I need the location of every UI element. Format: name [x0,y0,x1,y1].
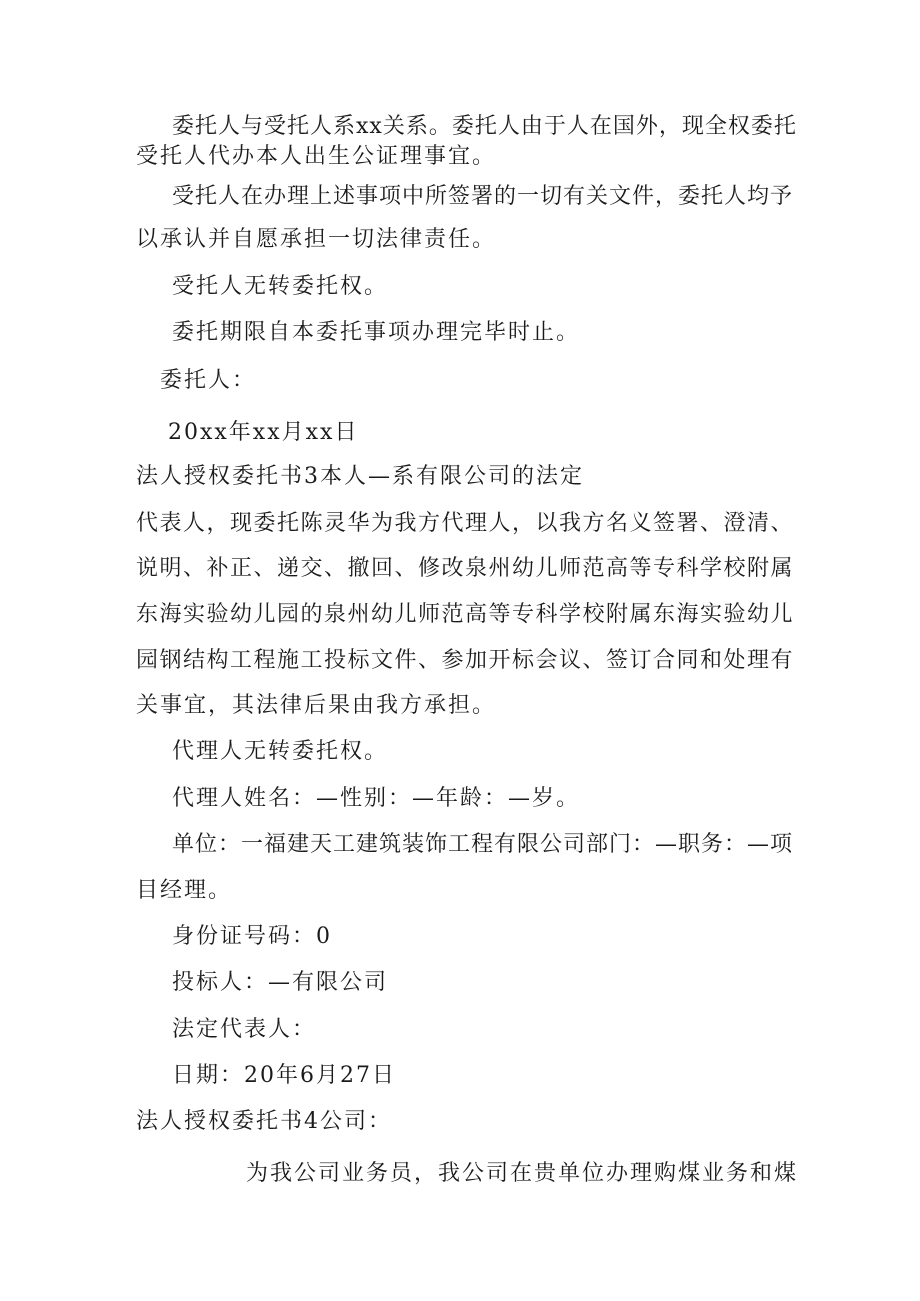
text-line: 代理人姓名：—性别：—年龄：—岁。 [172,786,581,811]
text-line: 单位：一福建天工建筑装饰工程有限公司部门：—职务：—项 [172,832,794,857]
text-line: 委托人： [160,368,257,393]
text-line: 法定代表人： [172,1017,317,1042]
date-line: 20xx年xx月xx日 [168,420,359,445]
text-line: 目经理。 [136,878,233,903]
text-line: 代理人无转委托权。 [172,739,389,764]
heading-line: 法人授权委托书3本人—系有限公司的法定 [136,464,584,489]
text-line: 东海实验幼儿园的泉州幼儿师范高等专科学校附属东海实验幼儿 [136,602,795,627]
text-line: 委托人与受托人系xx关系。委托人由于人在国外，现全权委托 [172,114,797,139]
text-line: 说明、补正、递交、撤回、修改泉州幼儿师范高等专科学校附属 [136,556,795,581]
text-line: 为我公司业务员，我公司在贵单位办理购煤业务和煤 [246,1161,799,1186]
text-line: 受托人在办理上述事项中所签署的一切有关文件，委托人均予 [172,184,794,209]
text-line: 日期：20年6月27日 [172,1063,396,1088]
text-line: 受托人无转委托权。 [172,274,389,299]
text-line: 委托期限自本委托事项办理完毕时止。 [172,320,581,345]
text-line: 以承认并自愿承担一切法律责任。 [136,227,497,252]
text-line: 投标人：—有限公司 [172,970,389,995]
text-line: 代表人，现委托陈灵华为我方代理人，以我方名义签署、澄清、 [136,511,795,536]
heading-line: 法人授权委托书4公司： [136,1109,392,1134]
text-line: 关事宜，其法律后果由我方承担。 [136,693,497,718]
text-line: 身份证号码：0 [172,924,332,949]
text-line: 受托人代办本人出生公证理事宜。 [136,144,497,169]
text-line: 园钢结构工程施工投标文件、参加开标会议、签订合同和处理有 [136,648,795,673]
